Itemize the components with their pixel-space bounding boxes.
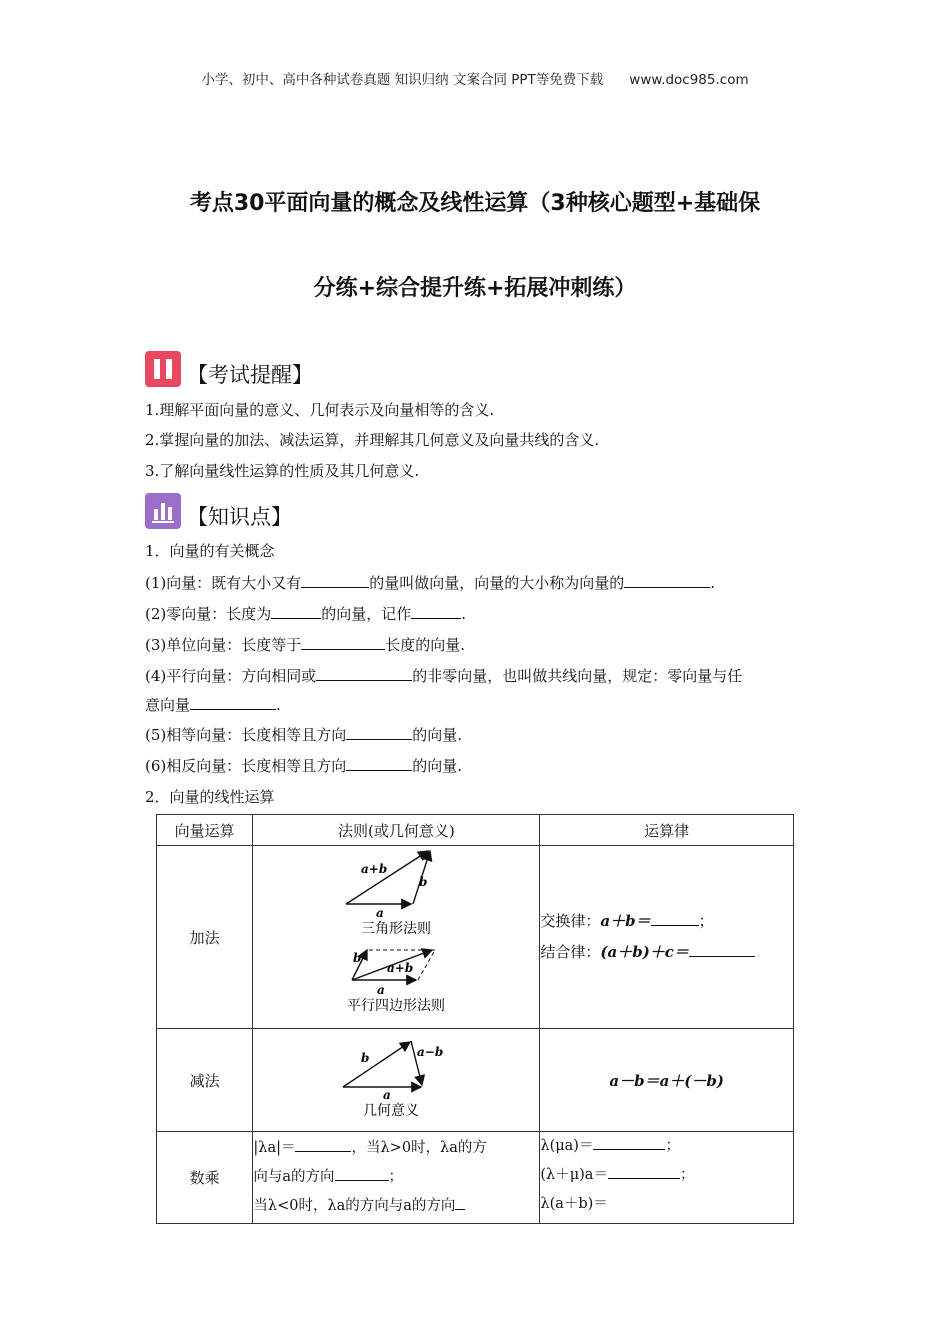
linear-operations-table: [156, 814, 794, 1224]
label-b: b: [353, 951, 362, 965]
header-text: 小学、初中、高中各种试卷真题 知识归纳 文案合同 PPT等免费下载: [201, 72, 604, 88]
subtraction-law: a－b＝a＋(－b): [540, 1029, 794, 1132]
scalar-rule-line: 当λ<0时，λa的方向与a的方向: [253, 1192, 539, 1221]
table-header-row: [157, 815, 794, 846]
concept-line: (2)零向量：长度为 的向量，记作 .: [145, 605, 467, 623]
label-a: a: [377, 983, 386, 997]
scalar-rule: [253, 1132, 540, 1224]
scalar-law: λ(a＋b)＝: [540, 1196, 608, 1212]
table-row-addition: [157, 846, 794, 1029]
scalar-law: (λ＋μ)a＝ ；: [540, 1161, 793, 1190]
concept-line: (6)相反向量：长度相等且方向 的向量.: [145, 757, 463, 775]
header-site[interactable]: www.doc985.com: [629, 72, 749, 88]
page-header: [0, 68, 950, 88]
addition-diagrams: [253, 846, 540, 1029]
op-name: 减法: [157, 1029, 253, 1132]
caption-parallelogram: 平行四边形法则: [347, 998, 446, 1014]
label-a: a: [383, 1088, 392, 1102]
scalar-laws: [540, 1132, 794, 1224]
section-label: 【考试提醒】: [187, 363, 313, 387]
scalar-law: λ(μa)＝ ；: [540, 1132, 793, 1161]
label-diff: a−b: [417, 1045, 444, 1059]
subtraction-diagram: [253, 1029, 539, 1127]
section-exam-reminder: [145, 351, 313, 387]
reminder-item: 2.掌握向量的加法、减法运算，并理解其几何意义及向量共线的含义.: [145, 431, 600, 449]
pause-icon: [145, 351, 181, 387]
addition-laws: [540, 846, 794, 1029]
title-line-2: 分练+综合提升练+拓展冲刺练）: [313, 276, 637, 301]
law-associative: 结合律：(a＋b)＋c＝: [540, 937, 793, 968]
table-header: 法则(或几何意义): [253, 815, 540, 846]
label-b: b: [361, 1051, 370, 1065]
concept-line: (3)单位向量：长度等于 长度的向量.: [145, 636, 466, 654]
heading-linear-ops: 2．向量的线性运算: [145, 788, 275, 806]
concept-line: (1)向量：既有大小又有 的量叫做向量，向量的大小称为向量的 .: [145, 574, 716, 592]
label-sum: a+b: [387, 961, 414, 975]
caption-triangle: 三角形法则: [361, 921, 432, 937]
title-line-1: 考点30平面向量的概念及线性运算（3种核心题型+基础保: [189, 191, 761, 216]
scalar-rule-line: |λa|＝ ，当λ>0时，λa的方: [253, 1134, 539, 1163]
table-header: 向量运算: [157, 815, 253, 846]
reminder-item: 3.了解向量线性运算的性质及其几何意义.: [145, 462, 420, 480]
subtraction-diagram-cell: [253, 1029, 540, 1132]
section-knowledge: [145, 493, 292, 529]
scalar-rule-line: 向与a的方向 ；: [253, 1163, 539, 1192]
law-commutative: 交换律：a＋b＝ ；: [540, 912, 714, 930]
addition-diagram: [253, 846, 539, 1024]
label-sum: a+b: [361, 862, 388, 876]
bar-chart-icon: [145, 493, 181, 529]
table-row-scalar: [157, 1132, 794, 1224]
heading-concepts: 1．向量的有关概念: [145, 542, 275, 560]
concept-line: (4)平行向量：方向相同或 的非零向量，也叫做共线向量，规定：零向量与任: [145, 667, 743, 685]
op-name: 加法: [157, 846, 253, 1029]
section-label: 【知识点】: [187, 505, 292, 529]
label-b: b: [419, 875, 428, 889]
concept-line: (5)相等向量：长度相等且方向 的向量.: [145, 726, 463, 744]
table-header: 运算律: [540, 815, 794, 846]
reminder-item: 1.理解平面向量的意义、几何表示及向量相等的含义.: [145, 401, 495, 419]
label-a: a: [376, 906, 385, 920]
concept-line: 意向量 .: [145, 696, 281, 714]
vector-b: [343, 1042, 410, 1087]
caption-geometric: 几何意义: [363, 1103, 420, 1119]
op-name: 数乘: [157, 1132, 253, 1224]
table-row-subtraction: [157, 1029, 794, 1132]
